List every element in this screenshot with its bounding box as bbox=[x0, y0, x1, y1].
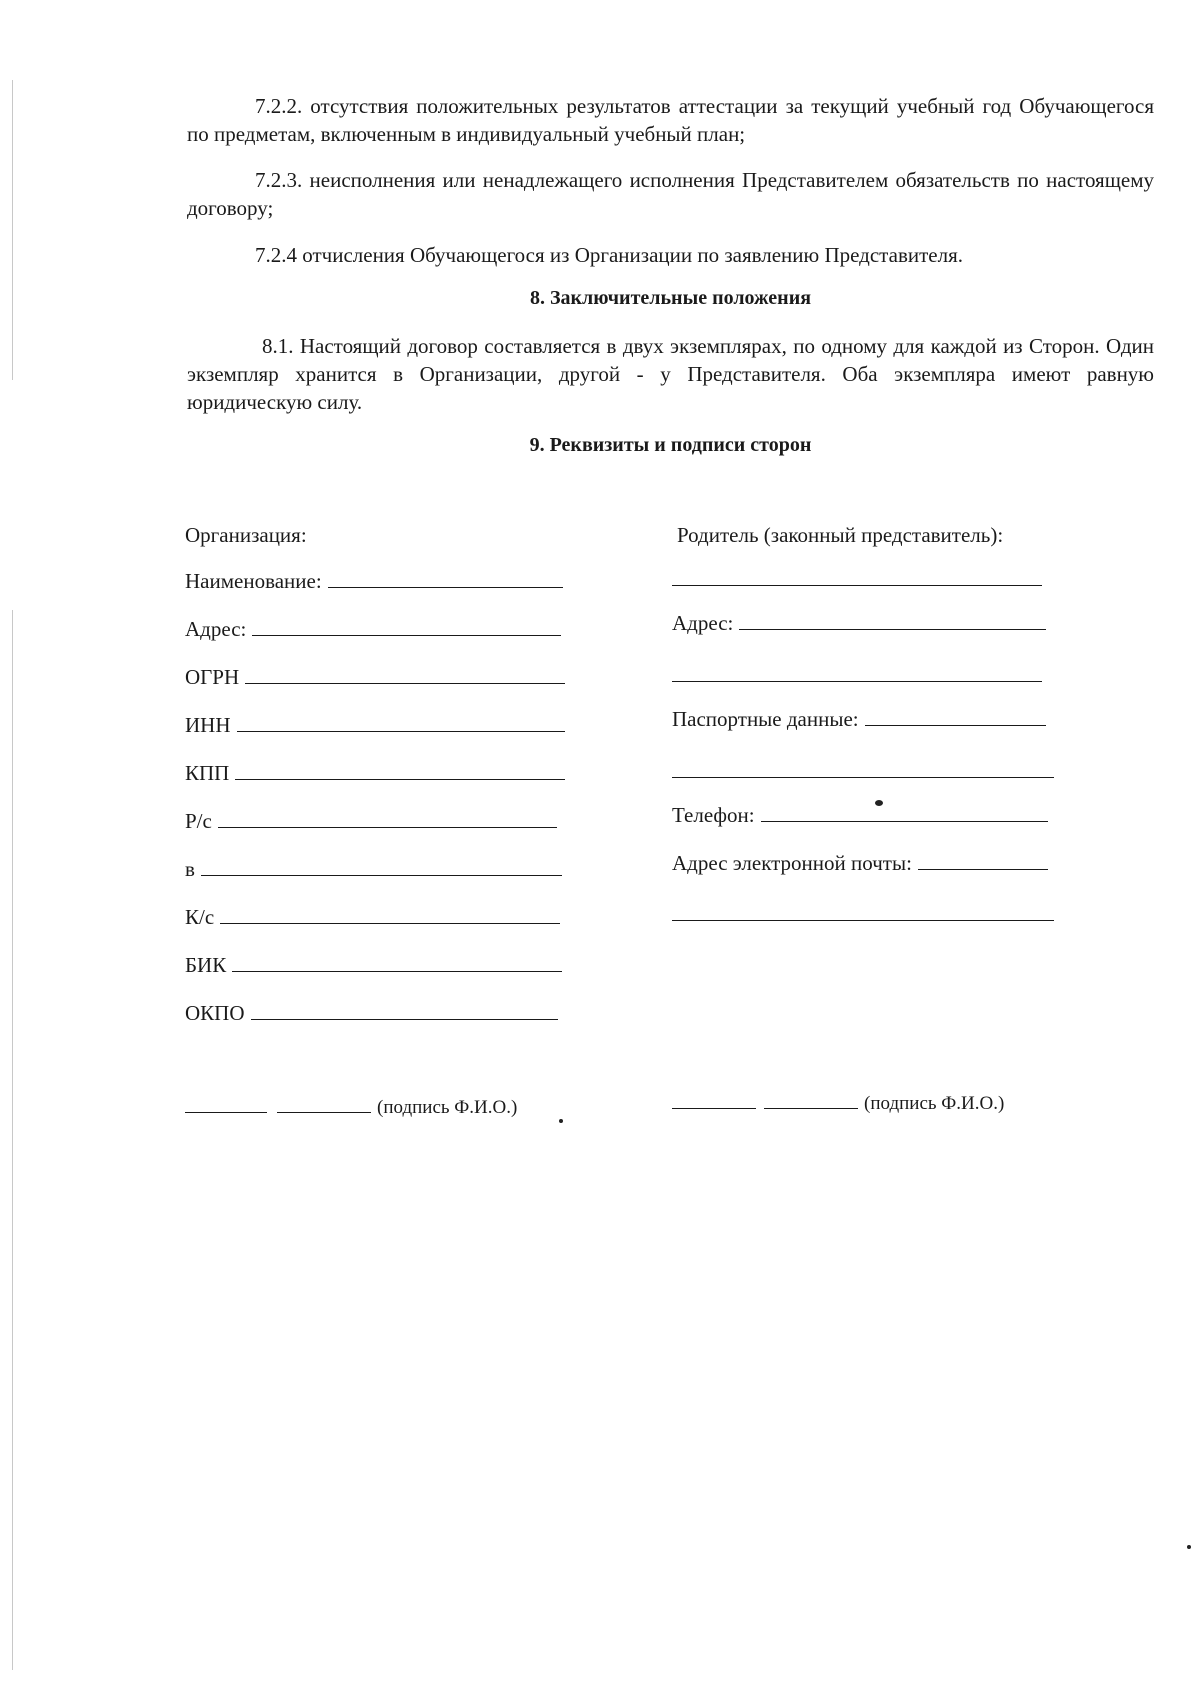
organization-ogrn-field[interactable] bbox=[185, 664, 565, 690]
parent-phone-line[interactable] bbox=[761, 803, 1048, 822]
parent-email-field[interactable] bbox=[672, 850, 1048, 876]
organization-address-label: Адрес: bbox=[185, 617, 247, 641]
parent-email-label: Адрес электронной почты: bbox=[672, 851, 912, 875]
organization-heading bbox=[185, 522, 307, 548]
organization-name-label: Наименование: bbox=[185, 569, 322, 593]
parent-heading bbox=[677, 522, 1003, 548]
organization-bank-line[interactable] bbox=[201, 857, 562, 876]
scan-speck bbox=[1187, 1545, 1191, 1549]
section-9-title: 9. Реквизиты и подписи сторон bbox=[529, 434, 812, 456]
organization-ks-line[interactable] bbox=[220, 905, 560, 924]
section-8-title: 8. Заключительные положения bbox=[529, 287, 812, 309]
parent-name-line[interactable] bbox=[672, 585, 1042, 586]
organization-kpp-label: КПП bbox=[185, 761, 230, 785]
scan-speck bbox=[559, 1119, 563, 1123]
parent-passport-line-2[interactable] bbox=[672, 777, 1054, 778]
parent-signature[interactable] bbox=[672, 1092, 1004, 1116]
organization-bik-label: БИК bbox=[185, 953, 227, 977]
organization-ks-field[interactable] bbox=[185, 904, 560, 930]
organization-okpo-line[interactable] bbox=[251, 1001, 558, 1020]
organization-signature[interactable] bbox=[185, 1096, 517, 1120]
parent-name-signature-line[interactable] bbox=[764, 1092, 858, 1109]
organization-signature-line[interactable] bbox=[185, 1096, 267, 1113]
parent-phone-label: Телефон: bbox=[672, 803, 755, 827]
parent-passport-field[interactable] bbox=[672, 706, 1046, 732]
parent-email-line-2[interactable] bbox=[672, 920, 1054, 921]
parent-passport-label: Паспортные данные: bbox=[672, 707, 859, 731]
organization-rs-line[interactable] bbox=[218, 809, 557, 828]
parent-address-line[interactable] bbox=[739, 611, 1046, 630]
parent-signature-caption: (подпись Ф.И.О.) bbox=[864, 1093, 1005, 1114]
scan-speck bbox=[875, 800, 883, 806]
scan-edge-upper bbox=[12, 80, 13, 380]
organization-address-line[interactable] bbox=[252, 617, 561, 636]
organization-signature-caption: (подпись Ф.И.О.) bbox=[377, 1097, 518, 1118]
organization-kpp-field[interactable] bbox=[185, 760, 565, 786]
organization-address-field[interactable] bbox=[185, 616, 561, 642]
parent-phone-field[interactable] bbox=[672, 802, 1048, 828]
parent-heading-label: Родитель (законный представитель): bbox=[677, 523, 1004, 547]
organization-okpo-field[interactable] bbox=[185, 1000, 558, 1026]
organization-bank-label: в bbox=[185, 857, 195, 881]
parent-address-field[interactable] bbox=[672, 610, 1046, 636]
organization-ogrn-label: ОГРН bbox=[185, 665, 240, 689]
scan-edge-lower bbox=[12, 610, 13, 1670]
organization-name-line[interactable] bbox=[328, 569, 563, 588]
organization-rs-field[interactable] bbox=[185, 808, 557, 834]
organization-bik-field[interactable] bbox=[185, 952, 562, 978]
organization-name-signature-line[interactable] bbox=[277, 1096, 371, 1113]
clause-7-2-3: 7.2.3. неисполнения или ненадлежащего исполнения Представителем обязательств по настоящему договору; bbox=[187, 168, 1154, 220]
organization-inn-line[interactable] bbox=[237, 713, 566, 732]
parent-address-label: Адрес: bbox=[672, 611, 734, 635]
parent-signature-line[interactable] bbox=[672, 1092, 756, 1109]
parent-passport-line[interactable] bbox=[865, 707, 1046, 726]
organization-ks-label: К/с bbox=[185, 905, 215, 929]
organization-rs-label: Р/с bbox=[185, 809, 212, 833]
organization-ogrn-line[interactable] bbox=[245, 665, 565, 684]
clause-8-1: 8.1. Настоящий договор составляется в двух экземплярах, по одному для каждой из Сторон. Один экземпляр хранится в Организации, другой - у Представителя. Оба экземпляра имеют равную юридическую силу. bbox=[187, 334, 1154, 414]
organization-heading-label: Организация: bbox=[185, 523, 307, 547]
organization-inn-field[interactable] bbox=[185, 712, 565, 738]
parent-email-line[interactable] bbox=[918, 851, 1048, 870]
clause-7-2-4: 7.2.4 отчисления Обучающегося из Организации по заявлению Представителя. bbox=[255, 243, 963, 267]
organization-bank-field[interactable] bbox=[185, 856, 562, 882]
organization-bik-line[interactable] bbox=[232, 953, 562, 972]
organization-name-field[interactable] bbox=[185, 568, 563, 594]
parent-address-line-2[interactable] bbox=[672, 681, 1042, 682]
organization-inn-label: ИНН bbox=[185, 713, 231, 737]
organization-okpo-label: ОКПО bbox=[185, 1001, 245, 1025]
organization-kpp-line[interactable] bbox=[235, 761, 565, 780]
clause-7-2-2: 7.2.2. отсутствия положительных результатов аттестации за текущий учебный год Обучающегося по предметам, включенным в индивидуальный учебный план; bbox=[187, 94, 1154, 146]
